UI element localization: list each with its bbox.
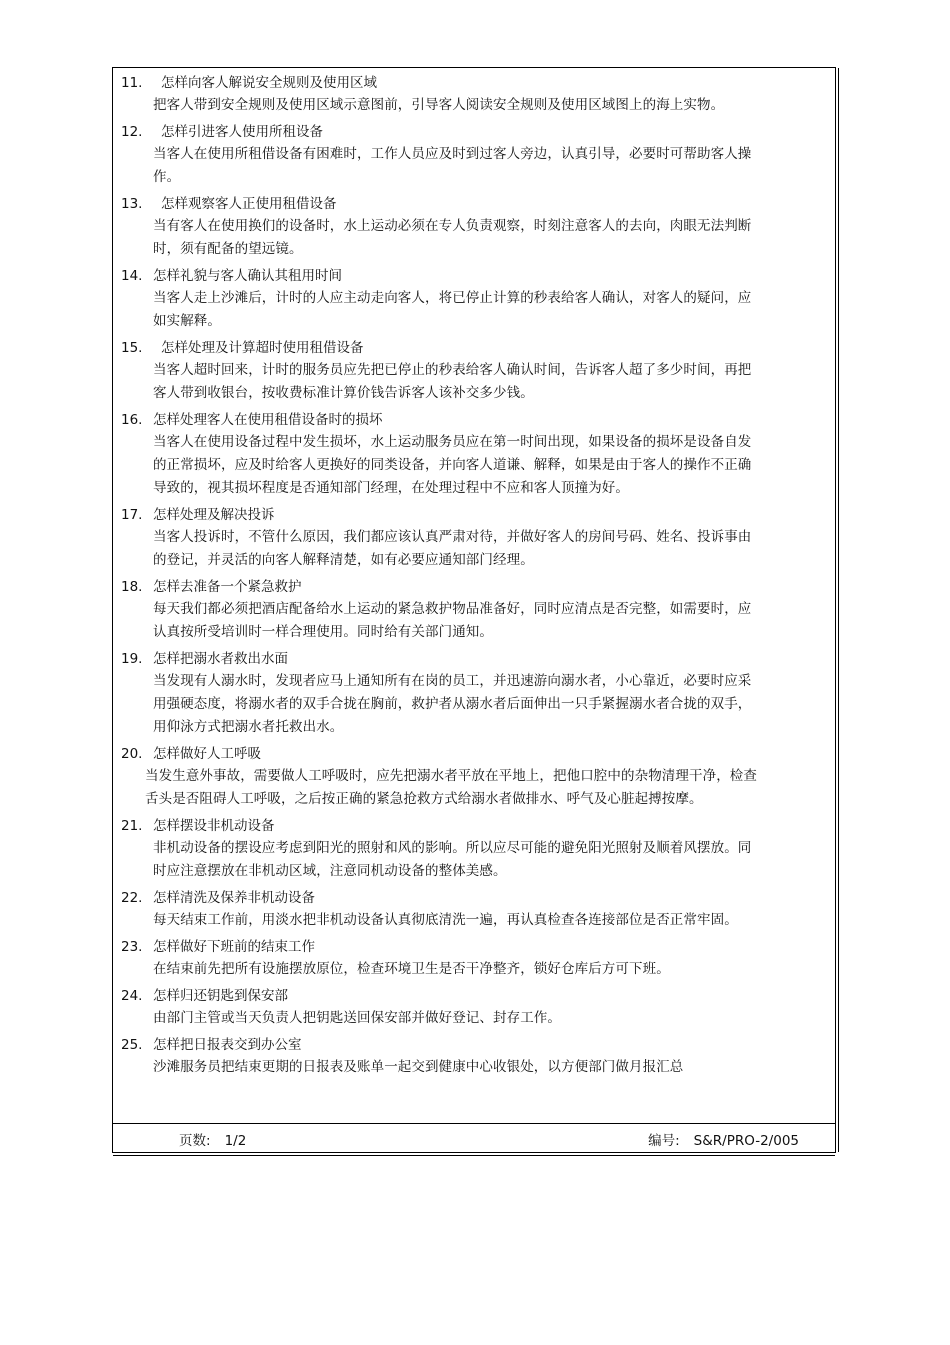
item-title: 怎样处理客人在使用租借设备时的损坏 [153,412,383,428]
item-title: 怎样摆设非机动设备 [153,818,275,834]
item-text: 当发现有人溺水时，发现者应马上通知所有在岗的员工，并迅速游向溺水者，小心靠近，必要时应采用强硬态度，将溺水者的双手合拢在胸前，救护者从溺水者后面伸出一只手紧握溺水者合拢的双手，用仰泳方式把溺水者托救出水。 [153,673,752,735]
item-number: 19. [121,651,143,667]
procedure-item-11 [113,72,835,117]
item-title: 怎样处理及计算超时使用租借设备 [161,340,364,356]
item-title: 怎样去准备一个紧急救护 [153,579,302,595]
item-number: 14. [121,268,143,284]
page-number [179,1129,246,1149]
item-title: 怎样引进客人使用所租设备 [161,124,323,140]
document-code-label: 编号: [648,1133,680,1149]
item-heading [121,409,835,431]
item-title: 怎样做好人工呼吸 [153,746,261,762]
item-text: 非机动设备的摆设应考虑到阳光的照射和风的影响。所以应尽可能的避免阳光照射及顺着风摆放。同时应注意摆放在非机动区域，注意同机动设备的整体美感。 [153,840,752,879]
page-number-value: 1/2 [224,1133,247,1149]
frame-shadow-bottom [113,1155,835,1157]
item-number: 18. [121,579,143,595]
item-title: 怎样向客人解说安全规则及使用区域 [161,75,377,91]
item-text: 当有客人在使用换们的设备时，水上运动必须在专人负责观察，时刻注意客人的去向，肉眼无法判断时，须有配备的望远镜。 [153,218,752,257]
procedure-item-16 [113,409,835,500]
item-text: 沙滩服务员把结束更期的日报表及账单一起交到健康中心收银处，以方便部门做月报汇总 [153,1059,684,1075]
item-text: 当客人在使用设备过程中发生损坏，水上运动服务员应在第一时间出现，如果设备的损坏是设备自发的正常损坏，应及时给客人更换好的同类设备，并向客人道谦、解释，如果是由于客人的操作不正确导致的，视其损坏程度是否通知部门经理，在处理过程中不应和客人顶撞为好。 [153,434,752,496]
item-number: 17. [121,507,143,523]
item-heading [121,504,835,526]
page-number-label: 页数: [179,1133,211,1149]
item-title: 怎样处理及解决投诉 [153,507,275,523]
item-text: 当发生意外事故，需要做人工呼吸时，应先把溺水者平放在平地上，把他口腔中的杂物清理干净，检查舌头是否阻碍人工呼吸，之后按正确的紧急抢救方式给溺水者做排水、呼气及心脏起搏按摩。 [145,768,757,807]
document-code [648,1129,799,1149]
procedure-item-24 [113,985,835,1030]
item-text: 当客人投诉时，不管什么原因，我们都应该认真严肃对待，并做好客人的房间号码、姓名、投诉事由的登记，并灵活的向客人解释清楚，如有必要应通知部门经理。 [153,529,752,568]
item-heading [121,648,835,670]
procedure-item-22 [113,887,835,932]
item-heading [121,576,835,598]
item-title: 怎样礼貌与客人确认其租用时间 [153,268,342,284]
item-title: 怎样归还钥匙到保安部 [153,988,288,1004]
item-text: 当客人超时回来，计时的服务员应先把已停止的秒表给客人确认时间，告诉客人超了多少时间，再把客人带到收银台，按收费标准计算价钱告诉客人该补交多少钱。 [153,362,752,401]
procedure-item-17 [113,504,835,572]
item-title: 怎样清洗及保养非机动设备 [153,890,315,906]
item-heading [121,337,835,359]
procedure-list [113,72,835,1126]
item-heading [121,936,835,958]
item-heading [121,265,835,287]
document-code-value: S&R/PRO-2/005 [693,1133,799,1149]
item-heading [121,887,835,909]
item-title: 怎样观察客人正使用租借设备 [161,196,337,212]
item-heading [121,72,835,94]
item-heading [121,121,835,143]
item-title: 怎样做好下班前的结束工作 [153,939,315,955]
procedure-item-19 [113,648,835,739]
item-text: 每天结束工作前，用淡水把非机动设备认真彻底清洗一遍，再认真检查各连接部位是否正常牢固。 [153,912,738,928]
item-number: 20. [121,746,143,762]
item-number: 22. [121,890,143,906]
item-heading [121,1034,835,1056]
item-heading [121,193,835,215]
item-title: 怎样把日报表交到办公室 [153,1037,302,1053]
item-number: 15. [121,340,143,356]
item-text: 每天我们都必须把酒店配备给水上运动的紧急救护物品准备好，同时应清点是否完整，如需要时，应认真按所受培训时一样合理使用。同时给有关部门通知。 [153,601,752,640]
item-number: 24. [121,988,143,1004]
item-text: 由部门主管或当天负责人把钥匙送回保安部并做好登记、封存工作。 [153,1010,561,1026]
item-text: 在结束前先把所有设施摆放原位，检查环境卫生是否干净整齐，锁好仓库后方可下班。 [153,961,670,977]
procedure-item-15 [113,337,835,405]
item-text: 当客人在使用所租借设备有困难时，工作人员应及时到过客人旁边，认真引导，必要时可帮助客人操作。 [153,146,752,185]
item-heading [121,815,835,837]
page-footer [113,1123,835,1152]
document-frame [112,67,836,1153]
item-number: 23. [121,939,143,955]
procedure-item-12 [113,121,835,189]
item-number: 12. [121,124,143,140]
procedure-item-20 [113,743,835,811]
frame-shadow-right [838,68,840,1152]
procedure-item-13 [113,193,835,261]
procedure-item-18 [113,576,835,644]
item-heading [121,985,835,1007]
item-number: 21. [121,818,143,834]
item-number: 16. [121,412,143,428]
item-title: 怎样把溺水者救出水面 [153,651,288,667]
item-number: 13. [121,196,143,212]
item-number: 11. [121,75,143,91]
item-text: 当客人走上沙滩后，计时的人应主动走向客人，将已停止计算的秒表给客人确认，对客人的疑问，应如实解释。 [153,290,752,329]
procedure-item-23 [113,936,835,981]
item-heading [121,743,835,765]
item-text: 把客人带到安全规则及使用区域示意图前，引导客人阅读安全规则及使用区域图上的海上实物。 [153,97,725,113]
item-number: 25. [121,1037,143,1053]
procedure-item-25 [113,1034,835,1079]
procedure-item-14 [113,265,835,333]
procedure-item-21 [113,815,835,883]
